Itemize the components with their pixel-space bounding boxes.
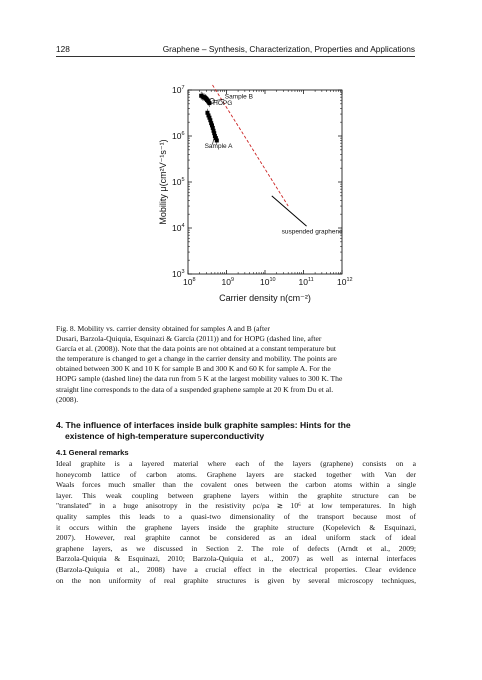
caption-line: García et al. (2008)). Note that the data points are not obtained at a constant temperature but [56, 344, 337, 354]
section-heading [56, 420, 416, 442]
annotation-suspended-graphene: suspended graphene [281, 228, 343, 236]
y-tick-label: $10^4$ [172, 223, 185, 233]
mobility-vs-carrier-density-chart [150, 84, 370, 318]
running-header [56, 44, 415, 56]
body-paragraph [56, 459, 416, 586]
caption-line: the temperature is changed to get a change in the carrier density and mobility. The points are [56, 354, 337, 364]
y-tick-label: $10^5$ [172, 177, 185, 187]
annotation-sample-b: Sample B [224, 93, 253, 101]
body-line: (Barzola-Quiquia et al., 2008) have a crucial effect in the electrical properties. Clear evidence [56, 564, 416, 574]
caption-line: Fig. 8. Mobility vs. carrier density obtained for samples A and B (after [56, 324, 271, 333]
y-tick-label: $10^7$ [172, 85, 185, 95]
figure-caption [56, 324, 416, 405]
running-title: Graphene – Synthesis, Characterization, Properties and Applications [162, 44, 415, 54]
page-number: 128 [56, 44, 70, 54]
body-line: graphene layers, as we discussed in Section 2. The role of defects (Arndt et al., 2009; [56, 543, 416, 553]
caption-line: obtained between 300 K and 10 K for sample B and 300 K and 60 K for sample A. For the [56, 364, 331, 374]
body-line: Barzola-Quiquia & Esquinazi, 2010; Barzola-Quiquia et al., 2007) as well as internal interfaces [56, 554, 416, 564]
x-tick-label: $10^8$ [183, 277, 196, 287]
annotation-sample-a: Sample A [204, 142, 233, 150]
suspended-graphene-line [272, 196, 307, 226]
body-line: Ideal graphite is a layered material where each of the layers (graphene) consists on a [56, 459, 416, 468]
caption-line: (2008). [56, 394, 79, 404]
section-heading-line: existence of high-temperature superconductivity [65, 431, 265, 441]
x-tick-label: $10^{11}$ [298, 277, 314, 287]
sample-a-point [215, 138, 219, 142]
x-axis-label: Carrier density n(cm⁻²) [219, 293, 311, 303]
body-line: on the non uniformity of real graphite structures is given by several microscopy techniques, [56, 575, 416, 585]
section-heading-line: 4. The influence of interfaces inside bulk graphite samples: Hints for the [56, 420, 351, 430]
body-line: 2007). However, real graphite cannot be considered as an ideal uniform stack of ideal [56, 533, 416, 543]
caption-line: HOPG sample (dashed line) the data run from 5 K at the largest mobility values to 300 K. The [56, 374, 343, 384]
x-tick-label: $10^{12}$ [337, 277, 353, 287]
annotation-hopg: HOPG [213, 100, 233, 107]
body-line: quality samples this leads to a quasi-two dimensionality of the transport because most of [56, 511, 416, 521]
body-line: "translated" in a huge anisotropy in the resistivity ρc/ρa ≳ 10⁶ at low temperatures. In high [56, 501, 416, 511]
subsection-heading: 4.1 General remarks [56, 448, 129, 457]
x-tick-label: $10^{10}$ [260, 277, 276, 287]
body-line: layer. This weak coupling between graphene layers within the graphite structure can be [56, 490, 416, 500]
x-tick-label: $10^9$ [221, 277, 235, 287]
body-line: honeycomb lattice of carbon atoms. Graphene layers are stacked together with Van der [56, 469, 416, 479]
caption-line: Dusari, Barzola-Quiquia, Esquinazi & García (2011)) and for HOPG (dashed line, after [56, 334, 322, 344]
header-rule [56, 56, 415, 57]
y-tick-label: $10^3$ [172, 269, 185, 279]
caption-line: straight line corresponds to the data of a suspended graphene sample at 20 K from Du et al. [56, 384, 334, 394]
y-axis-label: Mobility μ(cm²V⁻¹s⁻¹) [158, 139, 168, 225]
body-line: it occurs within the graphene layers inside the graphite structure (Kopelevich & Esquinazi, [56, 522, 416, 532]
y-tick-label: $10^6$ [172, 131, 185, 141]
body-line: Waals forces much smaller than the covalent ones between the carbon atoms within a single [56, 480, 416, 490]
